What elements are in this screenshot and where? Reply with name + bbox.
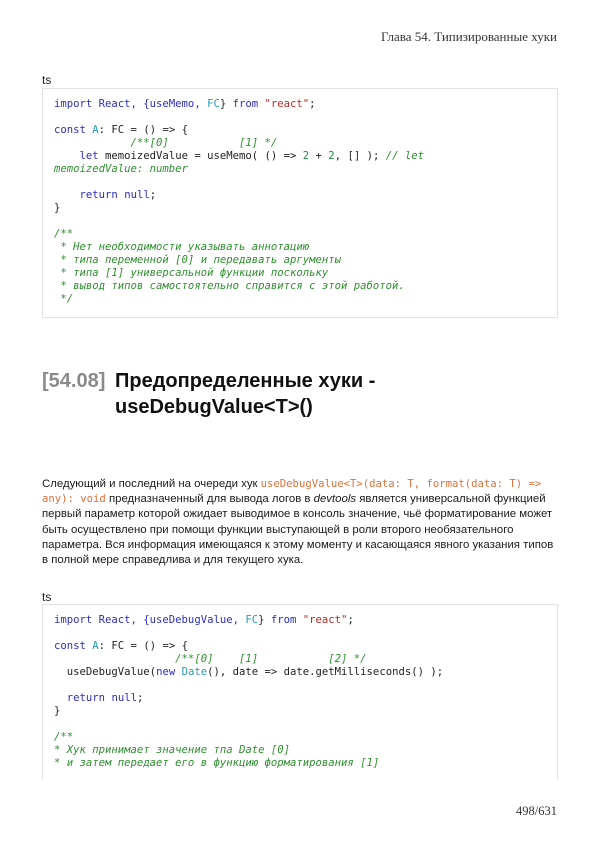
inline-code: useDebugValue<T>(data: T, format(data: T) => any): void <box>42 478 542 506</box>
code-content: import React, {useDebugValue, FC} from "react"; const A: FC = () => { /**[0] [1] [2] */ useDebugValue(new Date(), date => date.getMilliseconds() ); return null; } /** * Хук принимает значение тпа Date [0] * и затем передает его в функцию форматирования [1] <box>54 614 444 769</box>
section-number: [54.08] <box>42 370 106 392</box>
code-lang-label: ts <box>42 590 52 604</box>
body-paragraph: Следующий и последний на очереди хук useDebugValue<T>(data: T, format(data: T) => any): void предназначенный для вывода логов в devtools является универсальной функцией первый параметр которой ожидает выводимое в консоль значение, чьё форматирование может быть осуществлено при помощи функции выступающей в роли второго необязательного параметра. Вся информация имеющаяся к этому моменту и касающаяся явного указания типов в полной мере справедлива и для текущего хука. <box>42 478 554 567</box>
code-content: import React, {useMemo, FC} from "react"; const A: FC = () => { /**[0] [1] */ let memoizedValue = useMemo( () => 2 + 2, [] ); // let memoizedValue: number return null; } /** * Нет необходимости указывать аннотацию * типа переменной [0] и передавать аргументы * типа [1] универсальной функции поскольку * вывод типов самостоятельно справится с этой работой. */ <box>54 98 424 305</box>
chapter-header: Глава 54. Типизированные хуки <box>380 29 557 44</box>
code-block-1 <box>42 88 558 318</box>
code-lang-label: ts <box>42 73 52 87</box>
emphasis: devtools <box>313 493 357 506</box>
section-title: Предопределенные хуки - useDebugValue<T>() <box>115 370 376 418</box>
code-block-2 <box>42 604 558 780</box>
page-number: 498/631 <box>516 804 557 818</box>
